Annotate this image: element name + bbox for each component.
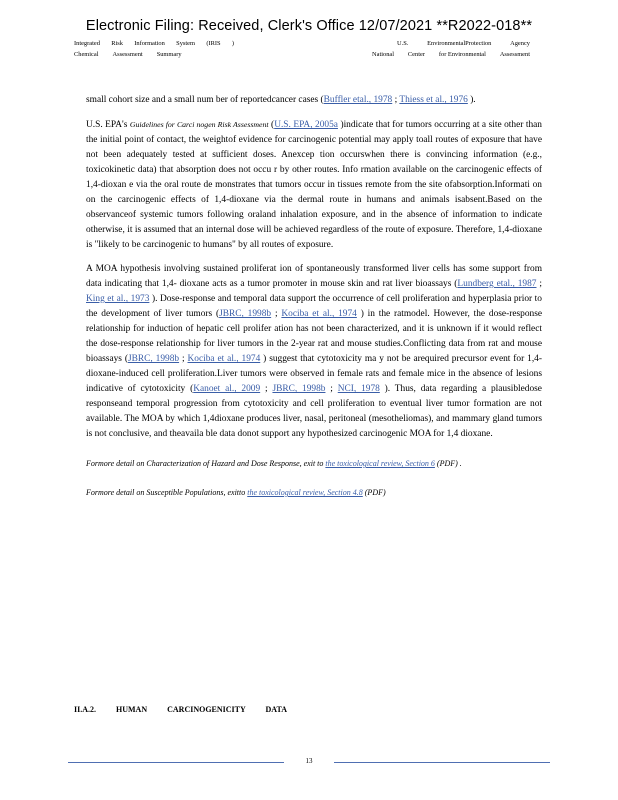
guidelines-title: Guidelines for Carci nogen Risk Assessment: [129, 120, 269, 129]
citation-link[interactable]: Lundberg etal., 1987: [457, 279, 537, 289]
citation-link[interactable]: King et al., 1973: [86, 294, 150, 304]
citation-link[interactable]: JBRC, 1998b: [272, 384, 326, 394]
more-detail-hazard: Formore detail on Characterization of Hazard and Dose Response, exit to the toxicological review, Section 6 (PDF) .: [86, 459, 462, 468]
header-left: [74, 38, 234, 60]
page-number: 13: [305, 757, 313, 765]
header-right-line2: National Center for Environmental Assessment: [372, 51, 530, 58]
citation-link[interactable]: NCI, 1978: [337, 384, 380, 394]
more-detail-susceptible: Formore detail on Susceptible Populations, exitto the toxicological review, Section 4.8 (PDF): [86, 488, 386, 497]
header-left-line2: Chemical Assessment Summary: [74, 51, 182, 58]
toxicological-review-section6-link[interactable]: the toxicological review, Section 6: [325, 459, 435, 468]
header-right-line1: U.S. EnvironmentalProtection Agency: [397, 40, 530, 47]
citation-link[interactable]: Thiess et al., 1976: [399, 95, 468, 105]
paragraph-2: U.S. EPA's Guidelines for Carci nogen Risk Assessment (U.S. EPA, 2005a )indicate that for tumors occurring at a site other than the initial point of contact, the weightof evidence for carcinogenic potential may apply toall routes of exposure that have not been adequately tested at sufficient doses. Anexcep tion occurswhen there is convincing information (e.g., toxicokinetic data) that absorption does not occu r by other routes. Info rmation available on the carcinogenic effects of 1,4-dioxan e via the oral route de monstrates that tumors occur in tissues remote from the site ofabsorption.Informati on on the carcinogenic effects of 1,4-dioxane via the dermal route in humans and animals isabsent.Based on the observanceof systemic tumors following oraland inhalation exposure, and in the absence of information to indicate otherwise, it is assumed that an internal dose will be achieved regardless of the route of exposure. Therefore, 1,4-dioxane is "likely to be carcinogenic to humans" by all routes of exposure.: [86, 120, 542, 250]
document-body: [86, 93, 542, 500]
toxicological-review-section48-link[interactable]: the toxicological review, Section 4.8: [247, 488, 363, 497]
header-left-line1: Integrated Risk Information System (IRIS ): [74, 40, 234, 47]
header-right: [372, 38, 530, 60]
citation-link[interactable]: JBRC, 1998b: [127, 354, 180, 364]
citation-link[interactable]: Kanoet al., 2009: [193, 384, 261, 394]
citation-link[interactable]: Kociba et al., 1974: [187, 354, 261, 364]
citation-link[interactable]: U.S. EPA, 2005a: [274, 120, 338, 130]
citation-link[interactable]: Kociba et al., 1974: [281, 309, 357, 319]
paragraph-1: small cohort size and a small num ber of reportedcancer cases (Buffler etal., 1978 ; Thiess et al., 1976 ).: [86, 95, 476, 105]
citation-link[interactable]: Buffler etal., 1978: [323, 95, 393, 105]
paragraph-3: A MOA hypothesis involving sustained proliferat ion of spontaneously transformed liver cells has some support from data indicating that 1,4- dioxane acts as a tumor promoter in mouse skin and rat liver bioassays (Lundberg etal., 1987 ; King et al., 1973 ). Dose-response and temporal data support the occurrence of cell proliferation and hyperplasia prior to the development of liver tumors (JBRC, 1998b ; Kociba et al., 1974 ) in the ratmodel. However, the dose-response relationship for induction of hepatic cell prolifer ation has not been characterized, and it is unknown if it would reflect the dose-response relationship for liver tumors in the 2-year rat and mouse studies.Conflicting data from rat and mouse bioassays (JBRC, 1998b ; Kociba et al., 1974 ) suggest that cytotoxicity ma y not be arequired precursor event for 1,4-dioxane-induced cell proliferation.Liver tumors were observed in female rats and female mice in the absence of lesions indicative of cytotoxicity (Kanoet al., 2009 ; JBRC, 1998b ; NCI, 1978 ). Thus, data regarding a plausibledose responseand temporal progression from cytotoxicity and cell proliferation to eventual liver tumor formation are not available. The MOA by which 1,4dioxane produces liver, nasal, peritoneal (mesotheliomas), and mammary gland tumors is not conclusive, and theavaila ble data donot support any hypothesized carcinogenic MOA for 1,4 dioxane.: [86, 264, 543, 439]
citation-link[interactable]: JBRC, 1998b: [219, 309, 272, 319]
filing-stamp: Electronic Filing: Received, Clerk's Office 12/07/2021 **R2022-018**: [85, 18, 533, 34]
section-heading: II.A.2. HUMAN CARCINOGENICITY DATA: [74, 705, 287, 714]
footer-rule-right: [334, 762, 550, 763]
